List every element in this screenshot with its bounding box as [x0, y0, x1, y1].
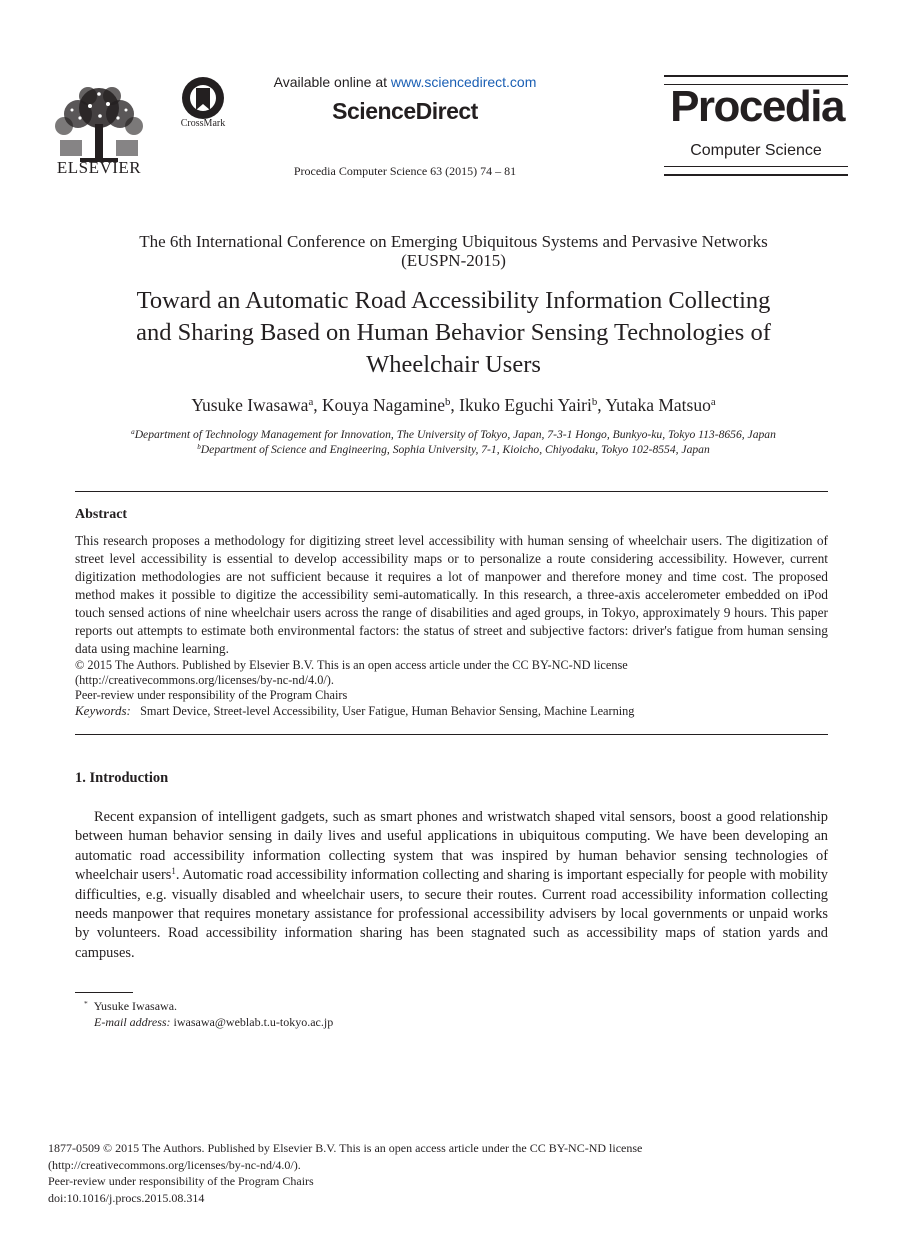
author-name: Kouya Nagamine: [322, 395, 445, 415]
procedia-rule-bottom: [664, 166, 848, 176]
author-affiliation-mark: a: [308, 396, 314, 409]
doi-line[interactable]: doi:10.1016/j.procs.2015.08.314: [48, 1191, 205, 1205]
affiliation-a-mark: a: [131, 428, 135, 437]
footnote-email: [94, 1015, 333, 1030]
author-separator: ,: [597, 395, 606, 415]
crossmark-label: CrossMark: [180, 118, 226, 129]
affiliation-b: [60, 443, 847, 456]
title-line-3: Wheelchair Users: [366, 351, 541, 378]
author-affiliation-mark: b: [444, 396, 451, 409]
email-label: E-mail address:: [94, 1015, 171, 1029]
affiliation-b-text: Department of Science and Engineering, Sophia University, 7-1, Kioicho, Chiyodaku, Tokyo 102-8554, Japan: [200, 443, 710, 456]
affiliation-a: [60, 428, 847, 441]
section-heading-introduction: 1. Introduction: [75, 770, 169, 786]
intro-text-part-1: Recent expansion of intelligent gadgets, such as smart phones and wristwatch shaped vital sensors, boost a good relationship between human behavior sensing in daily lives and useful applications in ubiquitous computing. We have been developing an automatic road accessibility information collecting system that was inspired by human behavior sensing technologies of wheelchair users: [75, 809, 828, 884]
author-affiliation-mark: b: [591, 396, 598, 409]
publisher-name: ELSEVIER: [56, 158, 142, 177]
author-separator: ,: [450, 395, 460, 415]
procedia-subtitle: Computer Science: [690, 142, 822, 159]
keywords-line: [75, 703, 828, 719]
issn-url[interactable]: (http://creativecommons.org/licenses/by-nc-nd/4.0/).: [48, 1158, 301, 1172]
paper-title: [60, 285, 847, 381]
citation-ref[interactable]: 1: [171, 866, 176, 877]
available-online-line: [262, 74, 548, 90]
author-affiliation-mark: a: [710, 396, 716, 409]
conference-line-1: The 6th International Conference on Emerging Ubiquitous Systems and Pervasive Networks: [139, 232, 768, 251]
author-name: Ikuko Eguchi Yairi: [459, 395, 592, 415]
author-name: Yutaka Matsuo: [605, 395, 711, 415]
authors-line: [60, 395, 847, 416]
footnote-marker: *: [84, 998, 88, 1008]
procedia-brand: Procedia: [670, 82, 844, 131]
issn-peer-review: Peer-review under responsibility of the Program Chairs: [48, 1174, 314, 1188]
issn-line: 1877-0509 © 2015 The Authors. Published by Elsevier B.V. This is an open access article under the CC BY-NC-ND license: [48, 1141, 643, 1155]
keywords-list: Smart Device, Street-level Accessibility, User Fatigue, Human Behavior Sensing, Machine Learning: [140, 704, 635, 718]
title-line-1: Toward an Automatic Road Accessibility Information Collecting: [136, 287, 771, 314]
peer-review-line: Peer-review under responsibility of the Program Chairs: [75, 688, 348, 702]
affiliation-b-mark: b: [197, 443, 201, 452]
email-address[interactable]: iwasawa@weblab.t.u-tokyo.ac.jp: [173, 1015, 334, 1029]
conference-line-2: (EUSPN-2015): [401, 251, 506, 270]
title-line-2: and Sharing Based on Human Behavior Sensing Technologies of: [136, 319, 771, 346]
journal-citation: Procedia Computer Science 63 (2015) 74 – 81: [293, 164, 517, 178]
abstract-heading: Abstract: [75, 507, 128, 522]
footnote-author: [84, 999, 177, 1014]
sciencedirect-brand: ScienceDirect: [332, 98, 478, 124]
license-line: © 2015 The Authors. Published by Elsevier B.V. This is an open access article under the CC BY-NC-ND license: [75, 658, 628, 672]
sciencedirect-link[interactable]: www.sciencedirect.com: [390, 74, 537, 90]
intro-paragraph: [75, 808, 828, 963]
author-separator: ,: [313, 395, 323, 415]
affiliation-a-text: Department of Technology Management for Innovation, The University of Tokyo, Japan, 7-3-1 Hongo, Bunkyo-ku, Tokyo 113-8656, Japan: [134, 428, 776, 441]
abstract-rule-top: [75, 491, 828, 492]
license-url[interactable]: (http://creativecommons.org/licenses/by-nc-nd/4.0/).: [75, 673, 334, 687]
conference-name: [60, 232, 847, 270]
author-name: Yusuke Iwasawa: [191, 395, 309, 415]
abstract-body: This research proposes a methodology for digitizing street level accessibility with human sensing of wheelchair users. The digitization of street level accessibility is essential to develop accessibility maps or to personalize a route considering accessibility. However, current digitization methodologies are not sufficient because it requires a lot of manpower and therefore money and time cost. The proposed method makes it possible to digitize the accessibility semi-automatically. In this research, a three-axis accelerometer embedded on iPod touch sensed actions of nine wheelchair users across the range of disabilities and aged groups, in Tokyo, approximately 9 hours. This paper reports out attempts to estimate both environmental factors: the status of street and subjective factors: driver's fatigue from human sensing data using machine learning.: [75, 533, 828, 656]
abstract-rule-bottom: [75, 734, 828, 735]
available-prefix: Available online at: [273, 74, 391, 90]
keywords-label: Keywords:: [75, 703, 131, 718]
intro-text-part-2: . Automatic road accessibility information collecting and sharing is important especially for people with mobility difficulties, e.g. visually disabled and wheelchair users, to secure their routes. Current road accessibility information collecting needs manpower that requires monetary assistance for professional accessibility advisers by local governments or unpaid works by volunteers. Road accessibility information sharing has been stagnated such as accessibility maps of station yards and campuses.: [75, 867, 828, 961]
footnote-name: Yusuke Iwasawa.: [93, 999, 178, 1013]
footnote-rule: [75, 992, 133, 993]
